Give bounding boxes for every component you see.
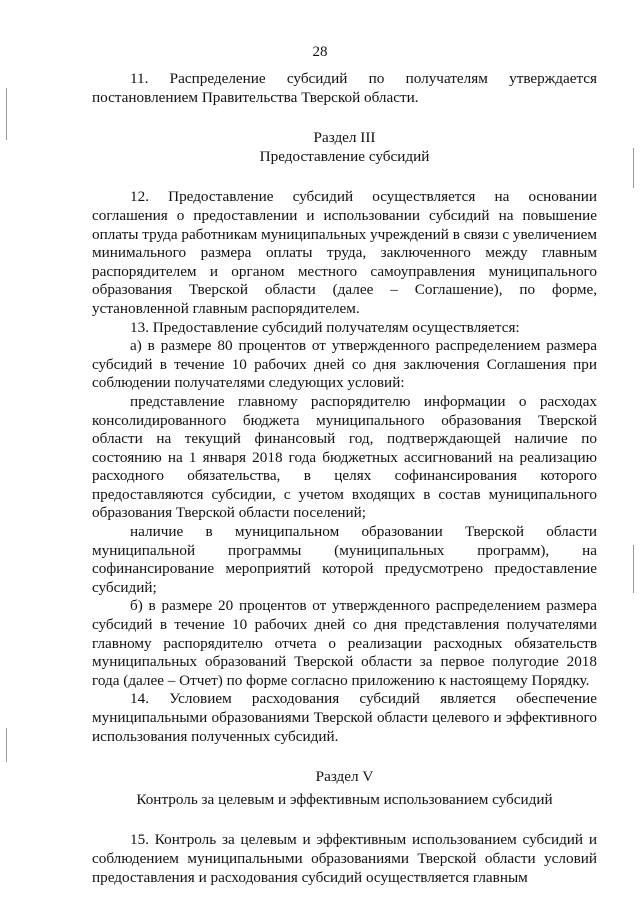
section-5-subtitle: Контроль за целевым и эффективным использованием субсидий: [136, 790, 553, 808]
document-body: [92, 70, 597, 887]
paragraph-12: 12. Предоставление субсидий осуществляется на основании соглашения о предоставлении и использовании субсидий на повышение оплаты труда работникам муниципальных учреждений в связи с увеличением минимального размера оплаты труда, заключенного между главным распорядителем и органом местного самоуправления муниципального образования Тверской области (далее – Соглашение), по форме, установленной главным распорядителем.: [92, 188, 597, 317]
section-3-subtitle: Предоставление субсидий: [259, 147, 430, 165]
paragraph-13b: б) в размере 20 процентов от утвержденного распределением размера субсидий в течение 10 рабочих дней со дня представления получателями главному распорядителю отчета о реализации расходных обязательств муниципальных образований Тверской области за первое полугодие 2018 года (далее – Отчет) по форме согласно приложению к настоящему Порядку.: [92, 597, 597, 689]
paragraph-13: 13. Предоставление субсидий получателям осуществляется:: [130, 318, 520, 336]
left-edge-mark-top: [6, 88, 7, 140]
right-edge-mark-top: [633, 148, 634, 188]
left-edge-mark-bottom: [6, 728, 7, 762]
paragraph-15: 15. Контроль за целевым и эффективным использованием субсидий и соблюдением муниципальными образованиями Тверской области условий предоставления и расходования субсидий осуществляется главным: [92, 831, 597, 886]
paragraph-13a-condition-2: наличие в муниципальном образовании Тверской области муниципальной программы (муниципальных программ), на софинансирование мероприятий которой предусмотрено предоставление субсидий;: [92, 523, 597, 596]
paragraph-11: 11. Распределение субсидий по получателям утверждается постановлением Правительства Тверской области.: [92, 70, 597, 106]
right-edge-mark-bottom: [633, 545, 634, 593]
paragraph-13a: а) в размере 80 процентов от утвержденного распределением размера субсидий в течение 10 рабочих дней со дня заключения Соглашения при соблюдении получателями следующих условий:: [92, 337, 597, 392]
page-number: 28: [312, 44, 328, 60]
paragraph-13a-condition-1: представление главному распорядителю информации о расходах консолидированного бюджета муниципального образования Тверской области на текущий финансовый год, подтверждающей наличие по состоянию на 1 января 2018 года бюджетных ассигнований на реализацию расходного обязательства, в целях софинансирования которого предоставляются субсидии, с учетом входящих в состав муниципального образования Тверской области поселений;: [92, 392, 597, 522]
paragraph-14: 14. Условием расходования субсидий является обеспечение муниципальными образованиями Тверской области целевого и эффективного использования полученных субсидий.: [92, 690, 597, 745]
section-5-title: Раздел V: [315, 768, 374, 786]
section-3-title: Раздел III: [313, 129, 376, 147]
